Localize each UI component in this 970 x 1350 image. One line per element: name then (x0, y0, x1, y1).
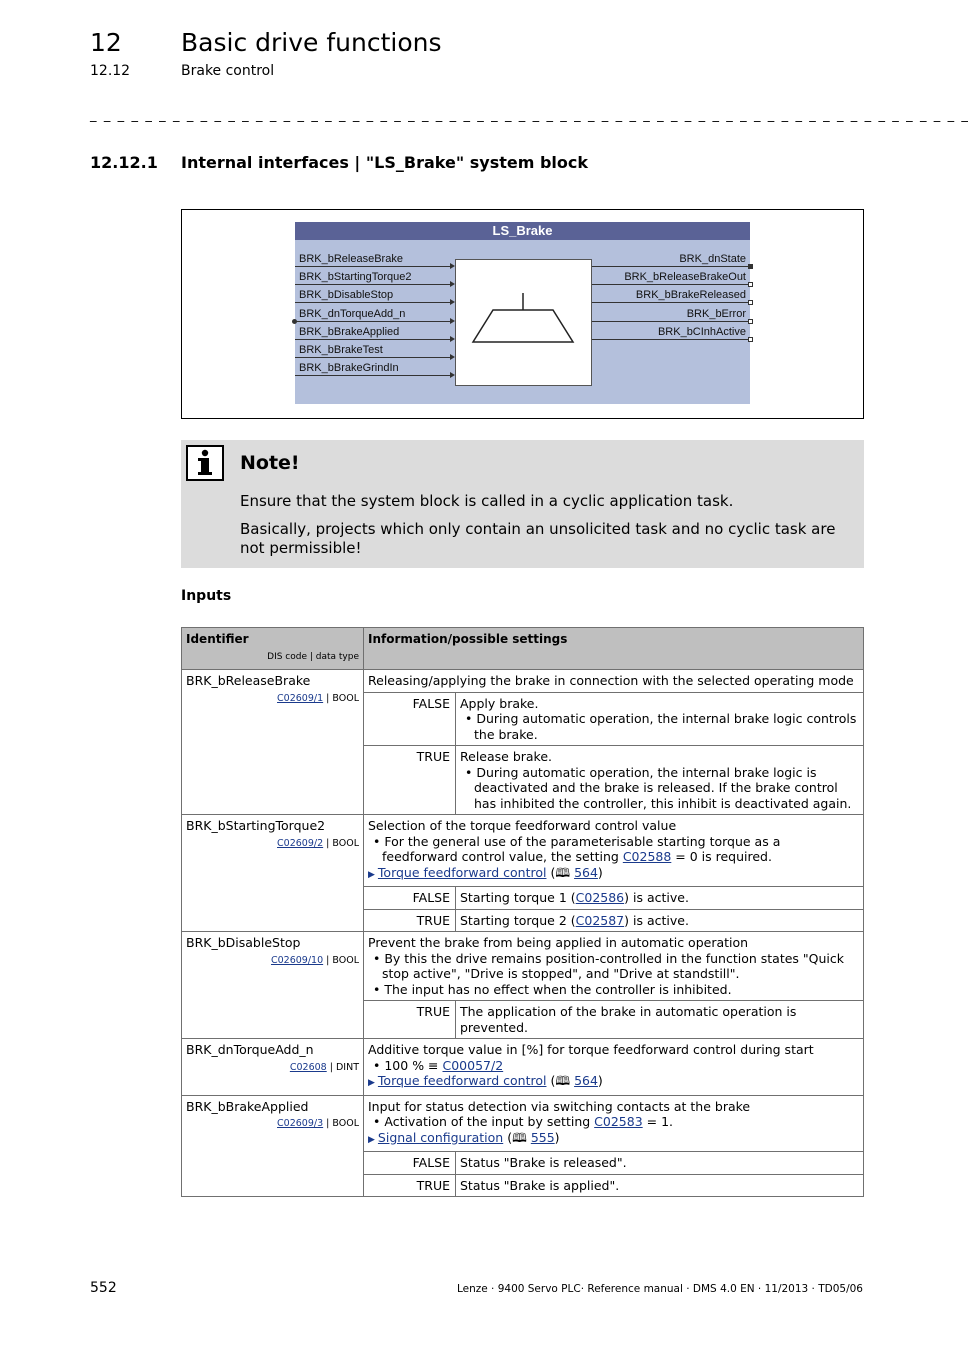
input-pin-label: BRK_bReleaseBrake (299, 253, 403, 265)
arrow-right-icon: ▶ (368, 1134, 375, 1145)
value-cell: FALSE (364, 1152, 456, 1175)
input-pin-label: BRK_bBrakeApplied (299, 326, 400, 338)
input-pin-line (295, 266, 450, 267)
output-pin-line (592, 284, 748, 285)
chapter-number: 12 (90, 28, 122, 57)
table-row (182, 932, 864, 1001)
info-cell: Releasing/applying the brake in connection with the selected operating mode (364, 670, 864, 693)
brake-symbol-icon (456, 260, 591, 385)
page-reference[interactable]: 555 (530, 1129, 555, 1145)
output-terminal-icon (748, 300, 753, 305)
value-cell: TRUE (364, 1001, 456, 1039)
subsection-title: Internal interfaces | "LS_Brake" system block (181, 153, 589, 172)
output-pin-label: BRK_bBrakeReleased (635, 289, 746, 301)
dis-code-link[interactable]: C02609/1 (277, 692, 324, 704)
value-description: Status "Brake is released". (456, 1152, 864, 1175)
value-description: Status "Brake is applied". (456, 1174, 864, 1197)
book-icon: 🕮 (555, 1073, 571, 1088)
identifier-cell: BRK_dnTorqueAdd_n C02608 | DINT (182, 1039, 364, 1096)
value-description: Starting torque 2 (C02587) is active. (456, 909, 864, 932)
inputs-heading: Inputs (181, 588, 232, 604)
page-number: 552 (90, 1280, 117, 1296)
book-icon: 🕮 (512, 1129, 527, 1145)
chapter-title: Basic drive functions (181, 28, 442, 57)
output-terminal-icon (748, 319, 753, 324)
parameter-link[interactable]: C00057/2 (442, 1057, 504, 1073)
dis-code-link[interactable]: C02609/10 (270, 954, 324, 966)
book-icon: 🕮 (555, 864, 571, 880)
output-pin-line (592, 266, 748, 267)
output-pin-label: BRK_bCInhActive (657, 326, 746, 338)
input-pin-line (295, 302, 450, 303)
dis-code-link[interactable]: C02609/2 (277, 837, 324, 849)
value-description: Apply brake. • During automatic operation, the internal brake logic controls the brake. (456, 692, 864, 746)
page-reference[interactable]: 564 (574, 1073, 598, 1088)
system-block (295, 222, 750, 404)
input-pin-label: BRK_bDisableStop (299, 289, 394, 301)
info-icon (186, 445, 224, 481)
arrow-right-icon: ▶ (368, 1078, 375, 1088)
info-cell: Selection of the torque feedforward control value • For the general use of the parameterisable starting torque as a feedforward control value, the setting C02588 = 0 is required. ▶ Torque feedforward control (🕮 564) (364, 815, 864, 887)
cross-reference-link[interactable]: Signal configuration (377, 1129, 504, 1145)
output-pin-label: BRK_dnState (679, 253, 746, 265)
table-row (182, 1039, 864, 1096)
note-text: Basically, projects which only contain an unsolicited task and no cyclic task are not permissible! (240, 520, 836, 557)
output-pin-line (592, 339, 748, 340)
parameter-link[interactable]: C02586 (575, 890, 625, 905)
info-cell: Additive torque value in [%] for torque feedforward control during start • 100 % ≡ C00057/2 ▶ Torque feedforward control (🕮 564) (364, 1039, 864, 1096)
note-box (181, 440, 864, 568)
input-dot-icon (292, 319, 297, 324)
header-rule: _ _ _ _ _ _ _ _ _ _ _ _ _ _ _ _ _ _ _ _ _ _ _ _ _ _ _ _ _ _ _ _ _ _ _ _ _ _ _ _ _ _ _ _ _ _ _ _ _ _ _ _ _ _ _ _ _ _ _ _ _ _ _ _ (90, 108, 970, 123)
input-pin-line (295, 321, 450, 322)
info-cell: Input for status detection via switching contacts at the brake • Activation of the input by setting C02583 = 1. ▶ Signal configuration (🕮 555) (364, 1095, 864, 1152)
output-pin-label: BRK_bError (686, 308, 746, 320)
block-diagram-figure (181, 209, 864, 419)
input-pin-line (295, 357, 450, 358)
value-description: Starting torque 1 (C02586) is active. (456, 887, 864, 910)
parameter-link[interactable]: C02583 (594, 1114, 643, 1129)
identifier-cell: BRK_bReleaseBrake C02609/1 | BOOL (182, 670, 364, 815)
note-title: Note! (240, 452, 300, 474)
value-cell: TRUE (364, 1174, 456, 1197)
parameter-link[interactable]: C02588 (622, 849, 672, 864)
input-pin-line (295, 375, 450, 376)
value-cell: TRUE (364, 746, 456, 815)
value-description: The application of the brake in automatic operation is prevented. (456, 1001, 864, 1039)
identifier-cell: BRK_bDisableStop C02609/10 | BOOL (182, 932, 364, 1039)
input-pin-label: BRK_bBrakeTest (299, 344, 383, 356)
table-row (182, 815, 864, 887)
value-cell: TRUE (364, 909, 456, 932)
info-cell: Prevent the brake from being applied in automatic operation • By this the drive remains position-controlled in the function states "Quick stop active", "Drive is stopped", and "Drive at standstill". • The input has no effect when the controller is inhibited. (364, 932, 864, 1001)
inputs-table (181, 627, 864, 1197)
dis-code-link[interactable]: C02608 (289, 1061, 327, 1073)
input-pin-line (295, 339, 450, 340)
cross-reference-link[interactable]: Torque feedforward control (377, 864, 547, 880)
page-reference[interactable]: 564 (574, 864, 598, 880)
function-box (455, 259, 592, 386)
dis-code-link[interactable]: C02609/3 (277, 1118, 324, 1129)
input-pin-label: BRK_bStartingTorque2 (299, 271, 412, 283)
value-cell: FALSE (364, 692, 456, 746)
section-title: Brake control (181, 63, 275, 79)
input-pin-line (295, 284, 450, 285)
table-row (182, 670, 864, 693)
section-number: 12.12 (90, 63, 131, 79)
output-terminal-icon (748, 282, 753, 287)
output-pin-label: BRK_bReleaseBrakeOut (624, 271, 746, 283)
output-terminal-icon (748, 337, 753, 342)
input-pin-label: BRK_bBrakeGrindIn (299, 362, 399, 374)
output-pin-line (592, 302, 748, 303)
value-description: Release brake. • During automatic operation, the internal brake logic is deactivated and the brake is released. If the brake control has inhibited the controller, this inhibit is deactivated again. (456, 746, 864, 815)
identifier-cell: BRK_bStartingTorque2 C02609/2 | BOOL (182, 815, 364, 932)
table-row (182, 1095, 864, 1152)
column-header-information: Information/possible settings (364, 628, 864, 670)
input-pin-label: BRK_dnTorqueAdd_n (299, 308, 406, 320)
block-name: LS_Brake (295, 222, 750, 240)
output-pin-line (592, 321, 748, 322)
subsection-number: 12.12.1 (90, 153, 158, 172)
value-cell: FALSE (364, 887, 456, 910)
identifier-cell: BRK_bBrakeApplied C02609/3 | BOOL (182, 1095, 364, 1197)
column-header-identifier: Identifier DIS code | data type (182, 628, 364, 670)
arrow-right-icon: ▶ (368, 869, 375, 880)
cross-reference-link[interactable]: Torque feedforward control (377, 1073, 547, 1088)
note-text: Ensure that the system block is called in a cyclic application task. (240, 492, 734, 510)
output-terminal-icon (748, 264, 753, 269)
footer-text: Lenze · 9400 Servo PLC· Reference manual · DMS 4.0 EN · 11/2013 · TD05/06 (456, 1283, 863, 1295)
parameter-link[interactable]: C02587 (575, 912, 625, 928)
table-header-row (182, 628, 864, 670)
